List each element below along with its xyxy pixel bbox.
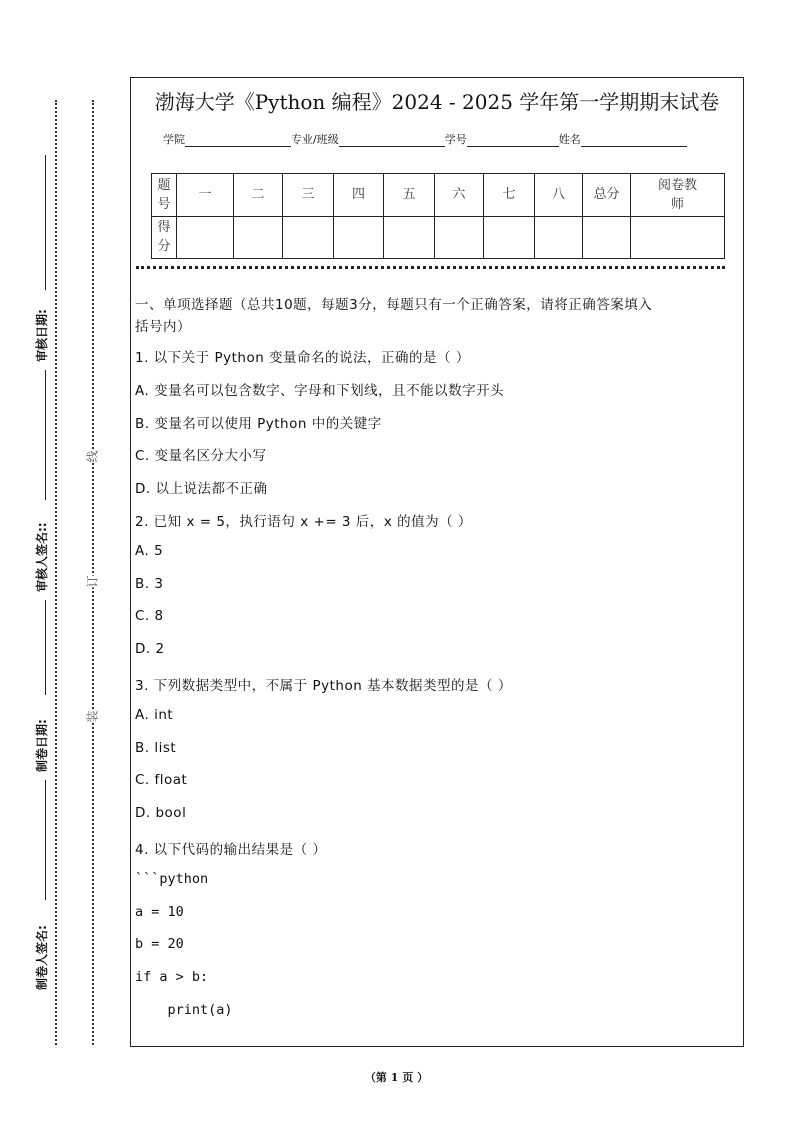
question-line: B. 3 [135,575,164,592]
section-heading: 一、单项选择题（总共10题，每题3分，每题只有一个正确答案，请将正确答案填入 [135,297,653,313]
section-divider [136,266,725,269]
question-line: C. 变量名区分大小写 [135,448,267,465]
header-label-cell: 题号 [152,174,177,217]
paper-date-label: 制卷日期: [35,719,49,772]
score-cell[interactable] [384,216,435,259]
question-line: 3. 下列数据类型中，不属于 Python 基本数据类型的是（ ） [135,678,512,694]
score-cell[interactable] [631,216,725,259]
signature-line [45,780,46,900]
major-class-label: 专业/班级 [291,133,339,146]
paper-maker-signature-label: 制卷人签名: [35,925,49,990]
review-date-label: 审核日期: [35,309,49,362]
score-cell[interactable] [334,216,384,259]
question-line: D. bool [135,805,187,822]
col-3: 三 [283,174,334,217]
name-field[interactable] [581,132,687,147]
score-cell[interactable] [283,216,334,259]
page-number: （第 1 页 ） [364,1071,429,1084]
score-cell[interactable] [435,216,484,259]
col-4: 四 [334,174,384,217]
reviewer-signature-label: 审核人签名:: [35,522,49,592]
name-label: 姓名 [558,133,581,146]
college-label: 学院 [163,133,185,146]
signature-line [45,155,46,290]
question-line: a = 10 [135,903,184,920]
col-2: 二 [234,174,283,217]
signature-line [45,600,46,695]
col-8: 八 [535,174,583,217]
score-table-header-row [152,174,725,217]
col-grader [631,174,725,217]
binding-char-line: 线 [85,450,100,463]
score-table-score-row [152,216,725,259]
major-class-field[interactable] [339,132,445,147]
question-line: print(a) [135,1002,233,1018]
question-line: D. 以上说法都不正确 [135,481,268,498]
binding-dotted-line [92,100,94,1045]
question-line: C. float [135,772,188,789]
question-line: B. 变量名可以使用 Python 中的关键字 [135,415,382,432]
question-line: C. 8 [135,608,164,625]
score-cell[interactable] [535,216,583,259]
margin-dotted-line-outer [55,100,57,1045]
col-6: 六 [435,174,484,217]
score-table [151,173,725,259]
section-heading-cont: 括号内） [135,319,191,335]
question-line: B. list [135,739,177,756]
col-total: 总分 [583,174,631,217]
signature-line [45,370,46,500]
question-line: A. 5 [135,542,164,559]
question-line: A. int [135,706,174,723]
col-5: 五 [384,174,435,217]
student-id-label: 学号 [444,133,467,146]
binding-char-bind: 订 [85,575,100,588]
question-line: b = 20 [135,936,184,953]
binding-char-mount: 装 [85,710,100,723]
student-info-line [163,131,687,147]
question-line: ```python [135,870,209,887]
question-line: 4. 以下代码的输出结果是（ ） [135,842,327,858]
score-cell[interactable] [177,216,234,259]
question-line: A. 变量名可以包含数字、字母和下划线，且不能以数字开头 [135,382,505,399]
exam-title: 渤海大学《Python 编程》2024 - 2025 学年第一学期期末试卷 [154,90,720,114]
question-line: if a > b: [135,969,209,986]
question-line: 2. 已知 x = 5，执行语句 x += 3 后，x 的值为（ ） [135,514,472,530]
college-field[interactable] [185,132,291,147]
score-label-cell: 得分 [152,216,177,259]
grader-label: 阅卷教师 [657,177,697,212]
question-line: D. 2 [135,641,165,658]
question-line: 1. 以下关于 Python 变量命名的说法，正确的是（ ） [135,350,470,366]
score-cell[interactable] [484,216,535,259]
score-cell[interactable] [583,216,631,259]
col-7: 七 [484,174,535,217]
col-1: 一 [177,174,234,217]
score-cell[interactable] [234,216,283,259]
student-id-field[interactable] [467,132,559,147]
